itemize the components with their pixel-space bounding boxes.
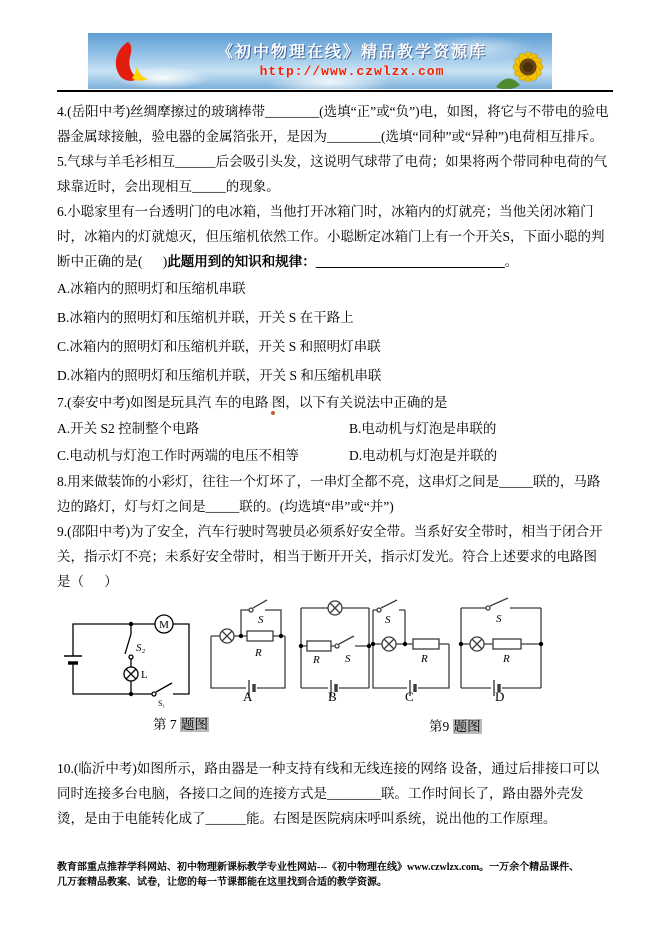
node-dot — [129, 622, 133, 626]
question-6-stem: 6.小聪家里有一台透明门的电冰箱，当他打开冰箱门时，冰箱内的灯就亮；当他关闭冰箱门时，冰箱内的灯就熄灭，但压缩机依然工作。小聪断定冰箱门上有一个开关S，下面小聪的判断中正确的是( ) — [57, 204, 605, 269]
banner-url-link[interactable]: http://www.czwlzx.com — [259, 64, 445, 79]
question-6-period: 。 — [504, 254, 519, 269]
figure-question9-option-b — [295, 596, 375, 702]
site-logo-flame-icon — [106, 39, 166, 85]
banner-title: 《初中物理在线》精品教学资源库 — [216, 44, 487, 61]
resistor-symbol — [493, 639, 521, 649]
sunflower-image — [494, 41, 552, 89]
switch-symbol — [125, 634, 131, 654]
switch-symbol — [253, 600, 267, 608]
wire — [173, 624, 189, 694]
node-dot — [459, 642, 463, 646]
lamp-cross — [472, 639, 482, 649]
banner-image — [88, 33, 552, 89]
question-6-options — [57, 274, 610, 390]
switch-label: S — [385, 614, 391, 626]
question-9: 9.(邵阳中考)为了安全，汽车行驶时驾驶员必须系好安全带。当系好安全带时，相当于闭合开关，指示灯不亮；未系好安全带时，相当于断开开关，指示灯发光。符合上述要求的电路图是（ ） — [57, 524, 603, 589]
footer-line-2: 几万套精品教案、试卷，让您的每一节课都能在这里找到合适的教学资源。 — [57, 877, 387, 888]
option-c: C.电动机与灯泡工作时两端的电压不相等 — [57, 448, 299, 463]
switch-pivot — [377, 608, 381, 612]
motor-label: M — [159, 619, 169, 631]
node-dot — [129, 692, 133, 696]
node-dot — [239, 634, 243, 638]
resistor-label: R — [503, 653, 510, 665]
option-c: C.冰箱内的照明灯和压缩机并联，开关 S 和照明灯串联 — [57, 339, 381, 354]
figure-question9-option-d — [453, 596, 549, 702]
question-7: 7.(泰安中考)如图是玩具汽 车的电路 图，以下有关说法中正确的是 — [57, 395, 448, 410]
option-a: A.开关 S2 控制整个电路 — [57, 421, 200, 436]
option-letter: C — [405, 689, 414, 702]
footer-line-1: 教育部重点推荐学科网站、初中物理新课标教学专业性网站---《初中物理在线》www.czwlzx.com。一万余个精品课件、 — [57, 862, 580, 873]
option-letter: A — [243, 689, 253, 702]
lamp-cross — [384, 639, 394, 649]
wire — [301, 608, 369, 688]
question-list — [57, 99, 610, 831]
switch-symbol — [339, 636, 354, 644]
node-dot — [403, 642, 407, 646]
switch-label: S — [496, 613, 502, 625]
question-8: 8.用来做装饰的小彩灯，往往一个灯坏了，一串灯全都不亮，这串灯之间是_____联的，马路边的路灯，灯与灯之间是_____联的。(均选填“串”或“并”) — [57, 474, 601, 514]
option-d: D.冰箱内的照明灯和压缩机并联，开关 S 和压缩机串联 — [57, 368, 382, 383]
switch2-label: S₂ — [136, 642, 146, 654]
switch-label: S — [345, 653, 351, 665]
node-dot — [279, 634, 283, 638]
footer — [57, 860, 613, 890]
resistor-label: R — [421, 653, 428, 665]
option-b: B.电动机与灯泡是串联的 — [349, 421, 497, 436]
question-6-knowledge-label: 此题用到的知识和规律： — [167, 254, 316, 269]
circuit-figures — [57, 596, 610, 746]
switch-pivot — [249, 608, 253, 612]
figure-question7-circuit — [61, 612, 201, 708]
switch1-label: S₁ — [158, 699, 166, 708]
node-dot — [371, 642, 375, 646]
figure9-caption: 第9 题图 — [429, 719, 481, 734]
switch-symbol — [156, 683, 172, 692]
wire — [211, 636, 285, 688]
switch-pivot — [335, 644, 339, 648]
resistor-symbol — [413, 639, 439, 649]
option-d: D.电动机与灯泡是并联的 — [349, 448, 498, 463]
node-dot — [539, 642, 543, 646]
switch-symbol — [490, 598, 508, 606]
figure-question9-option-c — [365, 596, 457, 702]
switch-label: S — [258, 614, 264, 626]
option-letter: B — [328, 689, 337, 702]
switch-pivot — [129, 655, 133, 659]
node-dot — [299, 644, 303, 648]
lamp-cross — [222, 631, 232, 641]
switch-pivot — [486, 606, 490, 610]
question-4: 4.(岳阳中考)丝绸摩擦过的玻璃棒带________(选填“正”或“负”)电，如图，将它与不带电的验电器金属球接触，验电器的金属箔张开，是因为________(选填“同种”或“异种”)电荷相互排斥。 — [57, 104, 609, 144]
resistor-symbol — [247, 631, 273, 641]
switch-pivot — [152, 692, 156, 696]
option-letter: D — [495, 689, 505, 702]
switch-symbol — [381, 600, 397, 608]
question-7-options — [57, 415, 610, 469]
question-6 — [57, 199, 610, 274]
lamp-label: L — [141, 669, 148, 681]
option-b: B.冰箱内的照明灯和压缩机并联，开关 S 在干路上 — [57, 310, 354, 325]
header-rule — [57, 90, 613, 92]
question-6-blank: ____________________________ — [315, 254, 505, 269]
resistor-label: R — [313, 654, 320, 666]
question-10: 10.(临沂中考)如图所示，路由器是一种支持有线和无线连接的网络 设备，通过后排接口可以同时连接多台电脑，各接口之间的连接方式是________联。工作时间长了，路由器外壳发烫，是由于电能转化成了______能。右图是医院病床呼叫系统，说出他的工作原理。 — [57, 761, 600, 826]
figure7-caption: 第 7 题图 — [153, 717, 208, 732]
lamp-cross — [330, 603, 340, 613]
question-5: 5.气球与羊毛衫相互______后会吸引头发，这说明气球带了电荷；如果将两个带同种电荷的气球靠近时，会出现相互_____的现象。 — [57, 154, 608, 194]
figure-question9-option-a — [203, 596, 293, 702]
resistor-symbol — [307, 641, 331, 651]
option-a: A.冰箱内的照明灯和压缩机串联 — [57, 281, 246, 296]
resistor-label: R — [255, 647, 262, 659]
